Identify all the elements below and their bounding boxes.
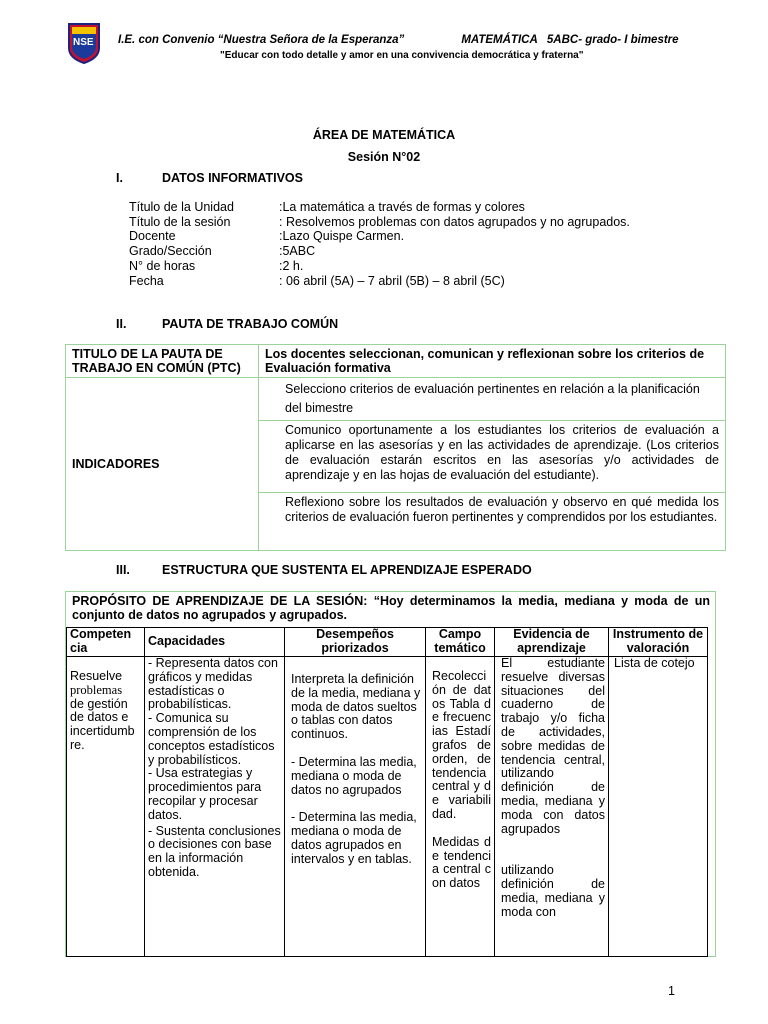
indicator-item [259, 493, 726, 551]
campo-item: Medidas de tendencia central con datos [432, 834, 491, 891]
learning-purpose: PROPÓSITO DE APRENDIZAJE DE LA SESIÓN: “Hoy determinamos la media, mediana y moda de un conjunto de datos no agrupados y agrupados. [72, 594, 710, 622]
bullet-icon [265, 423, 275, 483]
col-competencia: Competen cia [67, 628, 145, 657]
info-label: N° de horas [129, 259, 196, 273]
structure-table [66, 627, 708, 957]
col-desempenos: Desempeños priorizados [285, 628, 426, 657]
evidencia-item: utilizando definición de media, mediana y moda con [501, 863, 605, 919]
indicator-text: Comunico oportunamente a los estudiantes los criterios de evaluación a aplicarse en las asesorías y en las actividades de aprendizaje. (Los criterios de evaluación estarán escritos en las asesorías y/o actividades de aprendizaje y en las hojas de evaluación del estudiante). [285, 423, 719, 482]
capacidades-cell [145, 657, 285, 957]
info-value: : Resolvemos problemas con datos agrupados y no agrupados. [279, 215, 630, 229]
subject-grade: MATEMÁTICA 5ABC- grado- I bimestre [461, 34, 679, 46]
info-label: Grado/Sección [129, 244, 212, 258]
col-capacidades: Capacidades [145, 628, 285, 657]
info-label: Docente [129, 229, 176, 243]
info-value: : 06 abril (5A) – 7 abril (5B) – 8 abril (5C) [279, 274, 505, 288]
competencia-line: de gestión de datos e incertidumb re. [70, 696, 135, 752]
bullet-icon [265, 495, 275, 525]
ptc-table [65, 344, 726, 551]
campo-cell [426, 657, 495, 957]
section-3-number: III. [116, 563, 130, 577]
evidencia-cell [495, 657, 609, 957]
desempeno-item: - Determina las media, mediana o moda de datos agrupados en intervalos y en tablas. [291, 810, 417, 866]
section-2-number: II. [116, 317, 127, 331]
ptc-title-label: TITULO DE LA PAUTA DE TRABAJO EN COMÚN (PTC) [66, 345, 259, 378]
campo-item: Recolección de datos Tabla de frecuencias Estadígrafos de orden, de tendencia central y de variabilidad. [432, 669, 491, 821]
header-line [118, 34, 679, 46]
indicator-text: Reflexiono sobre los resultados de evaluación y observo en qué medida los criterios de evaluación fueron pertinentes y comprendidos por los estudiantes. [285, 495, 719, 524]
capacidad-item: - Sustenta conclusiones o decisiones con base en la información obtenida. [148, 823, 281, 879]
info-value: :La matemática a través de formas y colores [279, 200, 525, 214]
indicator-text: Selecciono criterios de evaluación pertinentes en relación a la planificación del bimestre [285, 382, 700, 415]
desempeno-item: - Determina las media, mediana o moda de datos no agrupados [291, 754, 417, 797]
info-value: :Lazo Quispe Carmen. [279, 229, 405, 243]
info-value: :5ABC [279, 244, 316, 258]
page-number: 1 [668, 984, 675, 998]
school-logo [67, 22, 101, 64]
logo-text: NSE [73, 37, 94, 48]
competencia-cell [67, 657, 145, 957]
col-evidencia: Evidencia de aprendizaje [495, 628, 609, 657]
section-3-title: ESTRUCTURA QUE SUSTENTA EL APRENDIZAJE ESPERADO [162, 563, 532, 577]
section-1-number: I. [116, 171, 123, 185]
capacidad-item: - Usa estrategias y procedimientos para recopilar y procesar datos. [148, 766, 262, 822]
capacidad-item: - Comunica su comprensión de los conceptos estadísticos y probabilísticos. [148, 711, 275, 767]
evidencia-item: El estudiante resuelve diversas situaciones del cuaderno de trabajo y/o ficha de actividades, sobre medidas de tendencia central, utilizando definición de media, mediana y moda con datos agrupados [501, 656, 605, 836]
indicators-label: INDICADORES [66, 378, 259, 551]
info-label: Título de la sesión [129, 215, 231, 229]
instrumento-cell: Lista de cotejo [609, 657, 708, 957]
desempeno-item: Interpreta la definición de la media, mediana y moda de datos sueltos o tablas con datos continuos. [291, 672, 421, 742]
session-title: Sesión N°02 [347, 150, 421, 164]
section-2-title: PAUTA DE TRABAJO COMÚN [162, 317, 339, 331]
school-name: I.E. con Convenio “Nuestra Señora de la Esperanza” [118, 34, 405, 46]
info-label: Título de la Unidad [129, 200, 234, 214]
ptc-title-value: Los docentes seleccionan, comunican y reflexionan sobre los criterios de Evaluación formativa [259, 345, 726, 378]
section-1-title: DATOS INFORMATIVOS [162, 171, 303, 185]
bullet-icon [265, 380, 275, 418]
col-campo: Campo temático [426, 628, 495, 657]
info-label: Fecha [129, 274, 164, 288]
area-title: ÁREA DE MATEMÁTICA [312, 128, 456, 142]
desempenos-cell [285, 657, 426, 957]
indicator-item [259, 378, 726, 421]
school-motto: "Educar con todo detalle y amor en una convivencia democrática y fraterna" [220, 50, 584, 61]
indicator-item [259, 421, 726, 493]
competencia-line: Resuelve [70, 669, 123, 683]
col-instrumento: Instrumento de valoración [609, 628, 708, 657]
capacidad-item: - Representa datos con gráficos y medidas estadísticas o probabilísticas. [148, 656, 278, 712]
info-value: :2 h. [279, 259, 304, 273]
competencia-line: problemas [70, 682, 123, 697]
